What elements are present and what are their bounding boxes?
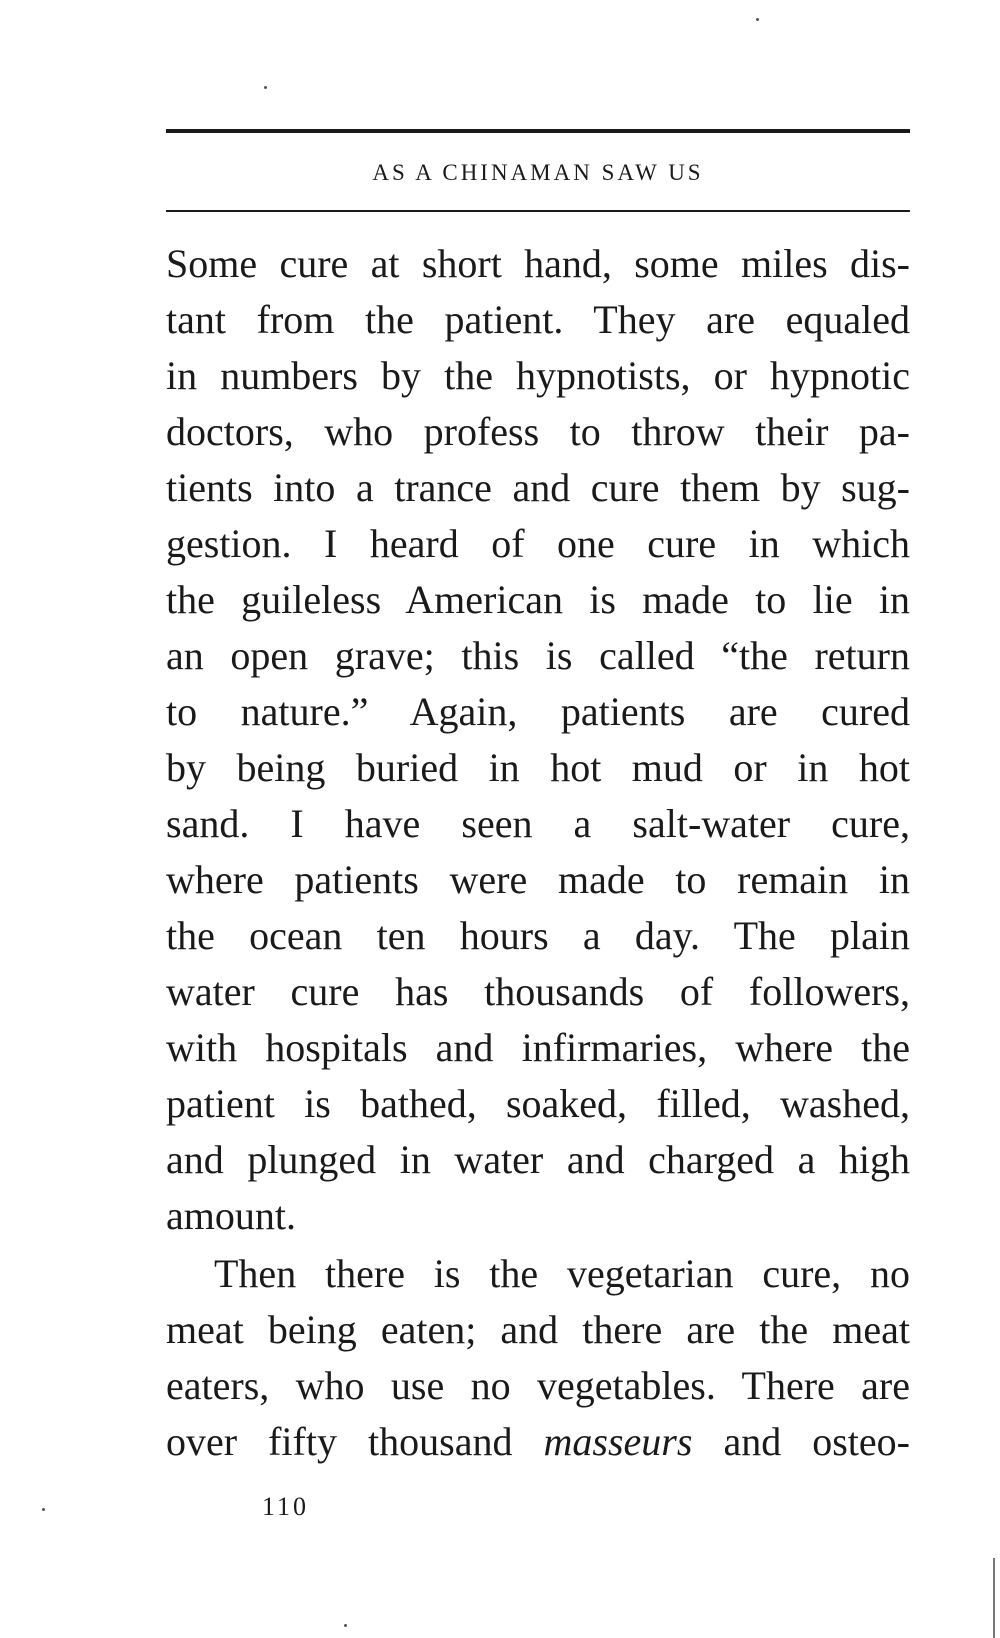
- text-line: and plunged in water and charged a high: [166, 1137, 910, 1182]
- body-text: [166, 236, 910, 1470]
- text-line: doctors, who profess to throw their pa-: [166, 409, 910, 454]
- text-line: eaters, who use no vegetables. There are: [166, 1363, 910, 1408]
- text-line: tients into a trance and cure them by sug-: [166, 465, 910, 510]
- text-line: meat being eaten; and there are the meat: [166, 1307, 910, 1352]
- text-line: gestion. I heard of one cure in which: [166, 521, 910, 566]
- italic-term: masseurs: [543, 1419, 693, 1464]
- text-line: an open grave; this is called “the return: [166, 633, 910, 678]
- text-line: the ocean ten hours a day. The plain: [166, 913, 910, 958]
- header-rule-bottom: [166, 210, 910, 212]
- text-line: to nature.” Again, patients are cured: [166, 689, 910, 734]
- text-line: patient is bathed, soaked, filled, washed,: [166, 1081, 910, 1126]
- text-line: by being buried in hot mud or in hot: [166, 745, 910, 790]
- paragraph-2: [166, 1246, 910, 1470]
- running-head: AS A CHINAMAN SAW US: [372, 160, 704, 185]
- text-line: Then there is the vegetarian cure, no: [214, 1251, 910, 1296]
- text-line: where patients were made to remain in: [166, 857, 910, 902]
- header-rule-top: [166, 129, 910, 133]
- paper-speck: [42, 1508, 45, 1511]
- page-number: 110: [262, 1492, 310, 1521]
- text-fragment: and osteo-: [692, 1419, 910, 1464]
- text-line-mixed: [166, 1414, 910, 1470]
- text-line: amount.: [166, 1193, 296, 1238]
- text-line: the guileless American is made to lie in: [166, 577, 910, 622]
- text-line: water cure has thousands of followers,: [166, 969, 910, 1014]
- paper-speck: [264, 86, 267, 89]
- paper-speck: [756, 18, 759, 21]
- text-line: sand. I have seen a salt-water cure,: [166, 801, 910, 846]
- text-line: with hospitals and infirmaries, where the: [166, 1025, 910, 1070]
- text-line: tant from the patient. They are equaled: [166, 297, 910, 342]
- text-line: in numbers by the hypnotists, or hypnotic: [166, 353, 910, 398]
- paragraph-1: [166, 236, 910, 1244]
- text-fragment: over fifty thousand: [166, 1419, 544, 1464]
- paper-speck: [344, 1624, 347, 1627]
- text-line: Some cure at short hand, some miles dis-: [166, 241, 910, 286]
- page-edge-mark: [993, 1558, 995, 1638]
